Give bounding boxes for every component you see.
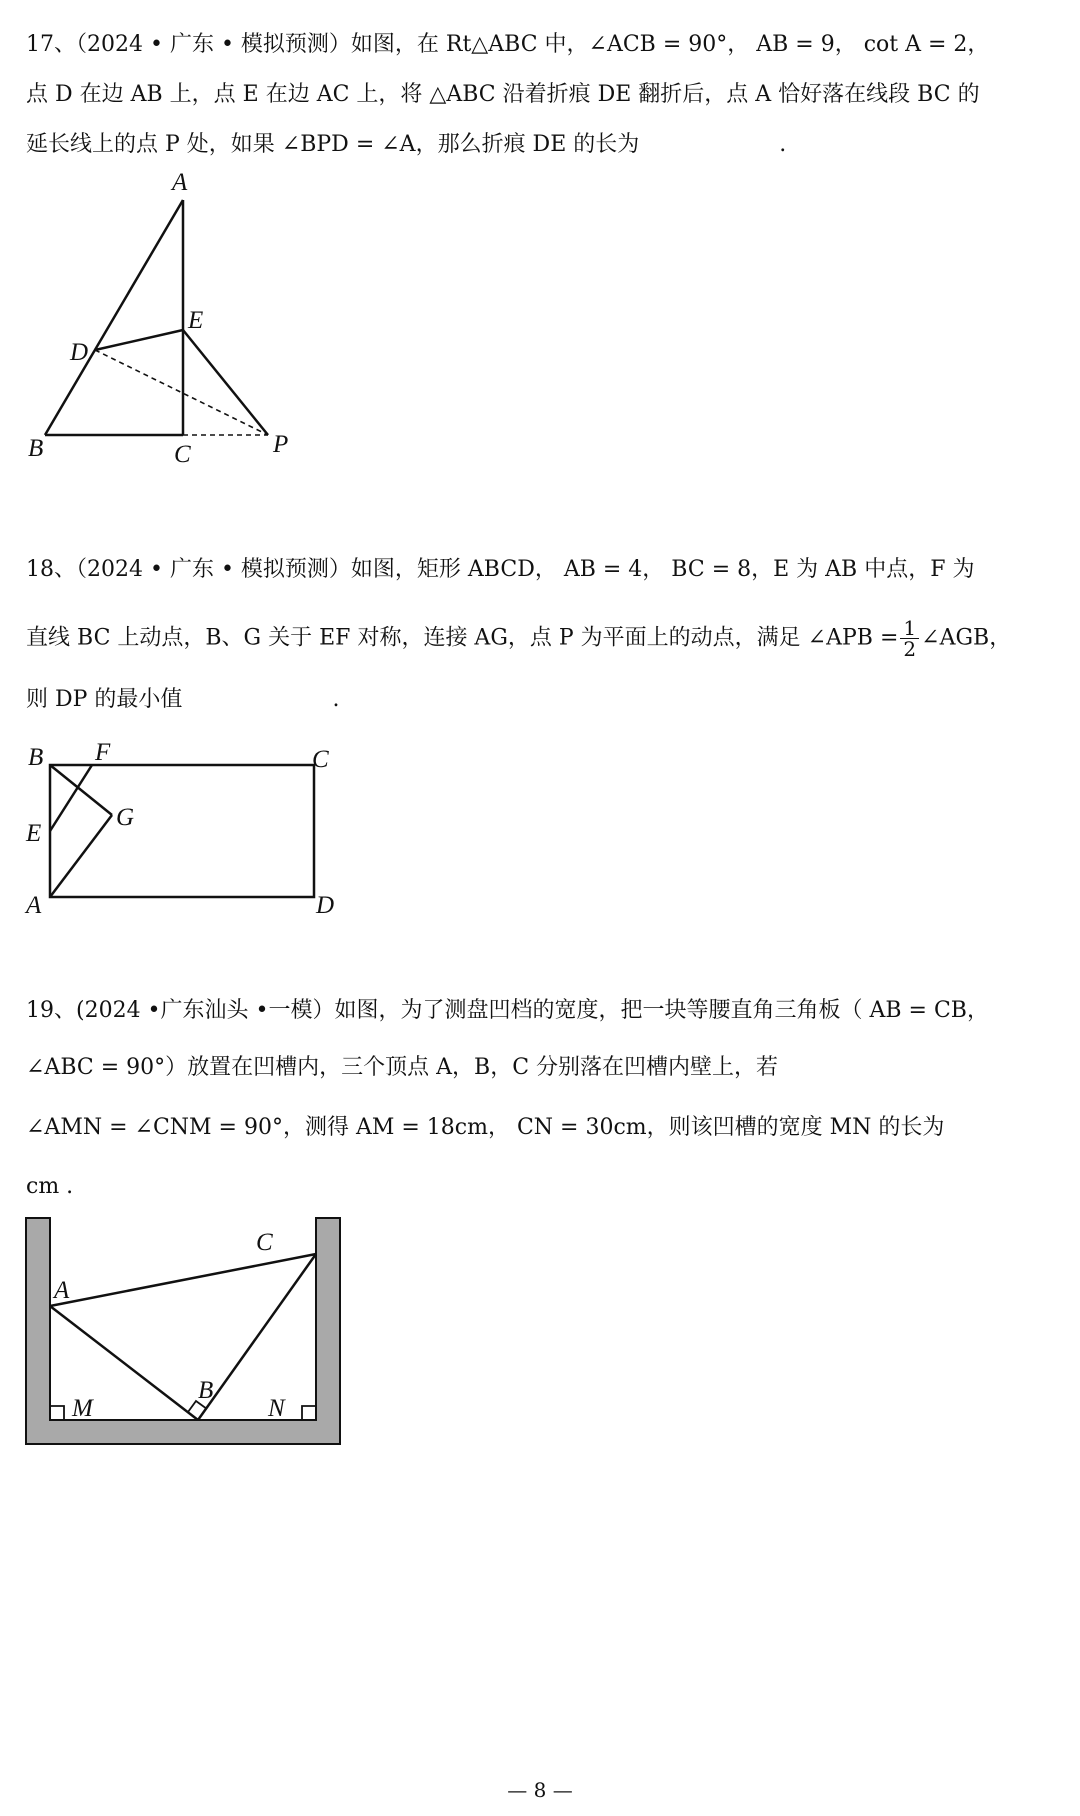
problem-17-line-3-text: 延长线上的点 P 处，如果 ∠BPD = ∠A，那么折痕 DE 的长为 [26, 132, 640, 157]
problem-19-line-3: ∠AMN = ∠CNM = 90°，测得 AM = 18cm， CN = 30cm，则该凹槽的宽度 MN 的长为 [26, 1115, 945, 1140]
label-e: E [26, 820, 42, 847]
fraction-numerator: 1 [900, 618, 919, 639]
label-a: A [26, 892, 42, 915]
label-p: P [273, 431, 289, 458]
label-c: C [256, 1229, 273, 1256]
problem-18-period: . [332, 687, 340, 712]
label-b: B [28, 744, 44, 771]
figure-17-triangle [0, 170, 300, 470]
fraction-denominator: 2 [903, 637, 917, 661]
figure-19-groove [0, 1210, 360, 1450]
label-c: C [174, 441, 191, 468]
problem-17-period: . [779, 132, 787, 157]
problem-17-line-3 [26, 130, 786, 160]
figure-18-rectangle [0, 735, 360, 915]
fraction-one-half [900, 618, 919, 659]
label-n: N [268, 1395, 285, 1422]
problem-18-line-2 [26, 618, 1011, 659]
problem-18-line-3-text: 则 DP 的最小值 [26, 687, 183, 712]
label-b: B [198, 1377, 214, 1404]
page-number: — 8 — [507, 1778, 573, 1802]
label-f: F [95, 739, 111, 766]
problem-18-line-3 [26, 685, 339, 715]
problem-18-line-2-before: 直线 BC 上动点，B、G 关于 EF 对称，连接 AG，点 P 为平面上的动点，满足 ∠APB = [26, 625, 899, 651]
label-g: G [116, 804, 135, 831]
problem-17-line-1: 17、（2024 • 广东 • 模拟预测）如图，在 Rt△ABC 中，∠ACB = 90°， AB = 9， cot A = 2， [26, 32, 990, 57]
problem-18-line-2-after: ∠AGB， [921, 625, 1012, 651]
label-m: M [72, 1395, 93, 1422]
problem-19-line-4: cm . [26, 1174, 74, 1199]
label-e: E [188, 307, 204, 334]
problem-17-line-2: 点 D 在边 AB 上，点 E 在边 AC 上，将 △ABC 沿着折痕 DE 翻折后，点 A 恰好落在线段 BC 的 [26, 82, 980, 107]
label-c: C [312, 746, 329, 773]
problem-19-line-2: ∠ABC = 90°）放置在凹槽内，三个顶点 A，B，C 分别落在凹槽内壁上，若 [26, 1055, 779, 1080]
label-a: A [172, 170, 188, 196]
problem-18-line-1: 18、（2024 • 广东 • 模拟预测）如图，矩形 ABCD， AB = 4， BC = 8，E 为 AB 中点，F 为 [26, 557, 975, 582]
label-d: D [316, 892, 335, 915]
problem-19-line-1: 19、(2024 •广东汕头 •一模）如图，为了测盘凹档的宽度，把一块等腰直角三角板（ AB = CB， [26, 998, 989, 1023]
label-d: D [70, 339, 89, 366]
label-a: A [54, 1277, 70, 1304]
label-b: B [28, 435, 44, 462]
